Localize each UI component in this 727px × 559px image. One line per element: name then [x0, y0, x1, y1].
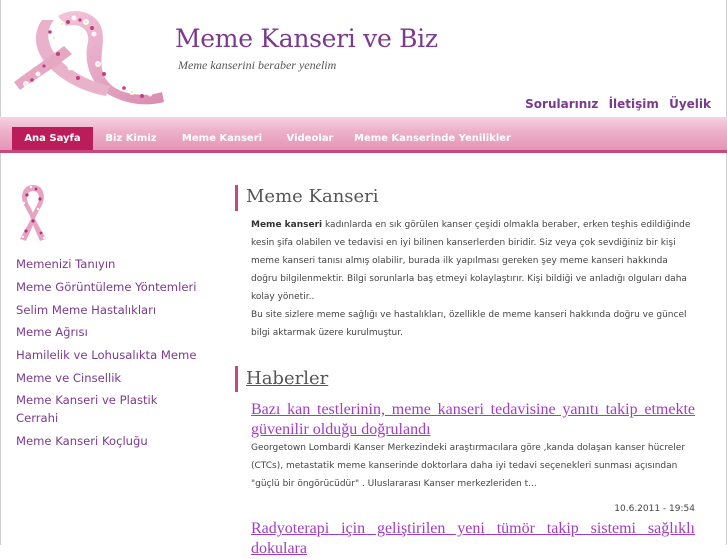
page-border-left [0, 0, 1, 545]
news-item-1-title-line-2[interactable]: güvenilir olduğu doğrulandı [251, 421, 431, 438]
nav-item-videos[interactable]: Videolar [286, 133, 334, 144]
site-slogan: Meme kanserini beraber yenelim [178, 58, 337, 72]
news-section-marker [235, 366, 238, 392]
intro-bold: Meme kanseri [251, 220, 323, 230]
navbar-divider [0, 150, 727, 153]
news-item-1-summary: Georgetown Lombardi Kanser Merkezindeki araştırmacılara göre ,kanda dolaşan kanser hücreler (CTCs), metastatik meme kanserinde doktorlara daha iyi tedavi seçenekleri sunması açısından "güçlü bir öngörücüdür" . Uluslararası Kanser merkezleriden t... [251, 443, 686, 489]
sidebar-item-imaging-methods[interactable]: Meme Görüntüleme Yöntemleri [16, 280, 197, 294]
top-links [519, 97, 711, 111]
site-title[interactable]: Meme Kanseri ve Biz [175, 24, 438, 53]
sidebar-item-coaching[interactable]: Meme Kanseri Koçluğu [16, 434, 148, 448]
news-heading[interactable]: Haberler [246, 368, 329, 389]
news-item-1-title-line-1[interactable]: Bazı kan testlerinin, meme kanseri tedavisine yanıtı takip etmekte [251, 401, 695, 418]
nav-item-innovations[interactable]: Meme Kanserinde Yenilikler [354, 133, 511, 144]
nav-item-breast-cancer[interactable]: Meme Kanseri [181, 133, 263, 144]
sidebar-item-breast-pain[interactable]: Meme Ağrısı [16, 325, 88, 339]
intro-paragraph-2: Bu site sizlere meme sağlığı ve hastalıkları, özellikle de meme kanseri hakkında doğru ve güncel bilgi aktarmak üzere kurulmuştur. [251, 310, 687, 338]
page-title: Meme Kanseri [246, 186, 379, 207]
sidebar-item-benign-diseases[interactable]: Selim Meme Hastalıkları [16, 303, 157, 317]
section-marker [235, 185, 238, 211]
pink-ribbon-logo[interactable] [14, 8, 166, 106]
nav-item-home[interactable]: Ana Sayfa [12, 127, 93, 150]
sidebar-item-know-your-breast[interactable]: Memenizi Tanıyın [16, 257, 116, 271]
sidebar-item-sexuality[interactable]: Meme ve Cinsellik [16, 371, 122, 385]
top-link-questions[interactable]: Sorularınız [525, 97, 599, 111]
top-link-contact[interactable]: İletişim [608, 97, 659, 111]
top-link-membership[interactable]: Üyelik [669, 97, 711, 111]
sidebar-item-pregnancy[interactable]: Hamilelik ve Lohusalıkta Meme [16, 348, 197, 362]
pink-ribbon-icon [14, 183, 52, 241]
sidebar-item-plastic-surgery[interactable]: Meme Kanseri ve Plastik [16, 393, 158, 407]
news-item-2-title[interactable]: Radyoterapi için geliştirilen yeni tümör takip sistemi sağlıklı dokulara [251, 520, 695, 557]
nav-item-about[interactable]: Biz Kimiz [105, 133, 157, 144]
intro-text [251, 216, 695, 342]
intro-paragraph-1: kadınlarda en sık görülen kanser çeşidi olmakla beraber, erken teşhis edildiğinde kesin şifa olabilen ve tedavisi en iyi bilinen kanserlerden biridir. Siz veya çok sevdiğiniz bir kişi meme kanseri tanısı almış olabilir, burada ilk yapılması gereken şey meme kanseri hakkında doğru bilgilenmektir. Bilgi sorunlarla baş etmeyi kolaylaştırır. Kişi bildiği ve anladığı olguları daha kolay yönetir.. [251, 220, 691, 302]
news-item-1-date: 10.6.2011 - 19:54 [614, 504, 695, 514]
sidebar-item-plastic-surgery-cont[interactable]: Cerrahi [16, 411, 59, 425]
